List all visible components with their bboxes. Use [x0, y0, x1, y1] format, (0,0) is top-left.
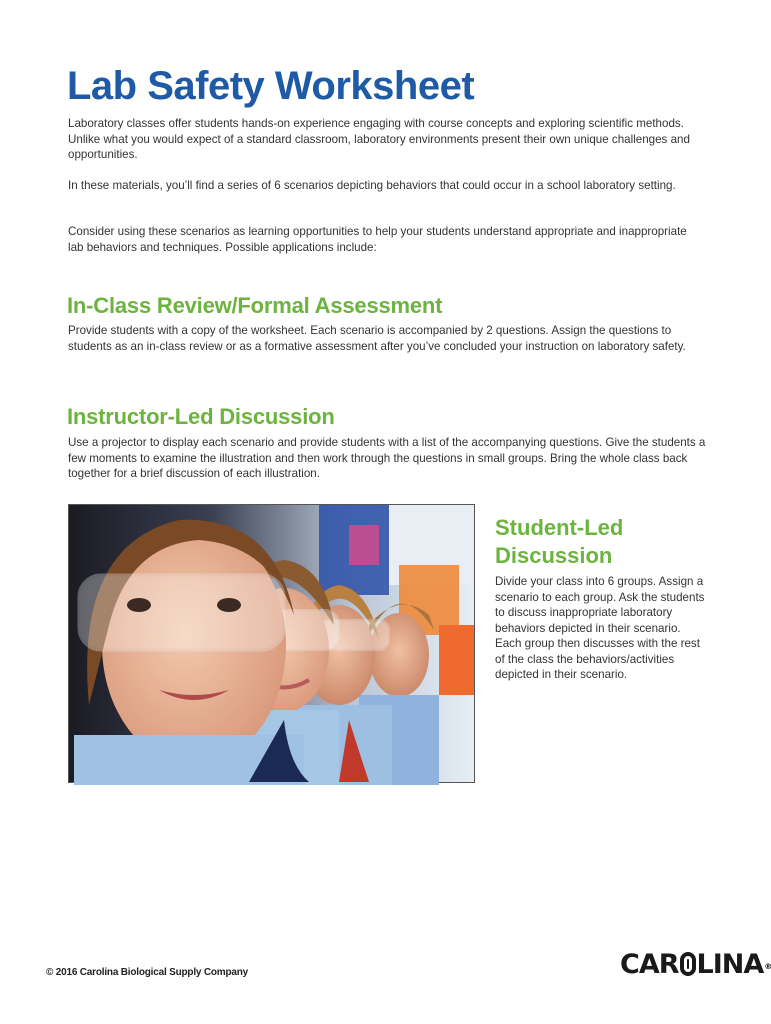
logo-text-left: CAR	[620, 949, 679, 980]
carolina-logo[interactable]	[620, 950, 771, 980]
section-heading-instructor-led: Instructor-Led Discussion	[67, 404, 335, 429]
intro-paragraph-3: Consider using these scenarios as learning opportunities to help your students understand appropriate and inappropriate lab behaviors and techniques. Possible applications include:	[68, 225, 687, 254]
section-body-in-class-review: Provide students with a copy of the worksheet. Each scenario is accompanied by 2 questions. Assign the questions to students as an in-class review or as a formative assessment after you’ve concluded your instruction on laboratory safety.	[68, 324, 686, 353]
section-body-instructor-led: Use a projector to display each scenario and provide students with a list of the accompanying questions. Give the students a few moments to examine the illustration and then work through the questions in small groups. Bring the whole class back together for a brief discussion of each illustration.	[68, 436, 706, 480]
section-heading-in-class-review: In-Class Review/Formal Assessment	[67, 293, 443, 318]
section-body-student-led: Divide your class into 6 groups. Assign a scenario to each group. Ask the students to discuss inappropriate laboratory behaviors depicted in their scenario. Each group then discusses with the rest of the class the behaviors/activities depicted in their scenario.	[495, 575, 705, 681]
section-heading-student-led: Student-Led Discussion	[495, 515, 624, 568]
intro-paragraph-1: Laboratory classes offer students hands-on experience engaging with course concepts and exploring scientific methods. Unlike what you would expect of a standard classroom, laboratory environments present their own unique challenges and opportunities.	[68, 117, 690, 161]
registered-mark: ®	[764, 962, 771, 971]
logo-text-right: LINA	[696, 949, 764, 980]
page-title: Lab Safety Worksheet	[67, 64, 475, 108]
copyright-notice: © 2016 Carolina Biological Supply Company	[46, 967, 248, 978]
students-goggles-photo	[68, 504, 475, 783]
logo-o-mark-icon	[680, 952, 696, 976]
intro-paragraph-2: In these materials, you’ll find a series of 6 scenarios depicting behaviors that could occur in a school laboratory setting.	[68, 179, 676, 192]
